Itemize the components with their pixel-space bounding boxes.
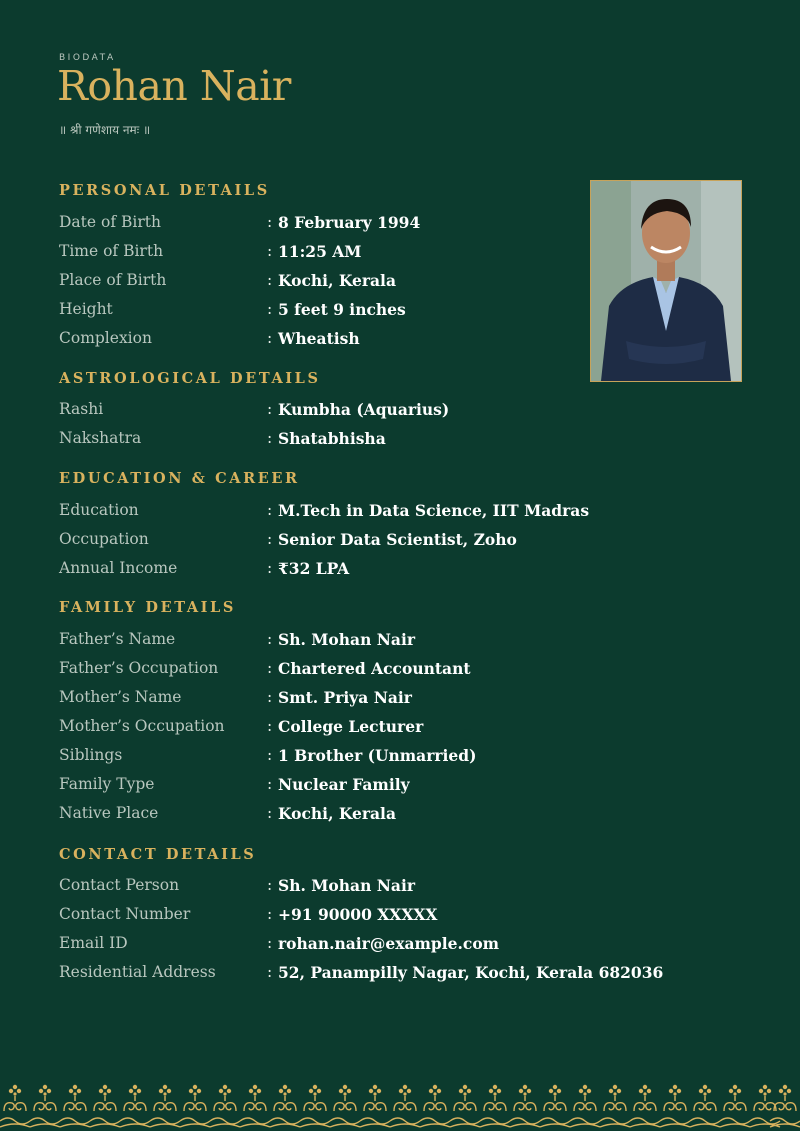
detail-value: M.Tech in Data Science, IIT Madras (278, 501, 590, 520)
detail-row (0, 717, 800, 739)
document-tag: BIODATA (59, 53, 116, 63)
section-title-family: FAMILY DETAILS (59, 599, 236, 616)
section-title-contact: CONTACT DETAILS (59, 846, 257, 863)
detail-label: Native Place (59, 804, 159, 822)
detail-row (0, 963, 800, 985)
detail-row (0, 775, 800, 797)
detail-row (0, 530, 800, 552)
detail-row (0, 400, 800, 422)
detail-row (0, 501, 800, 523)
separator: : (267, 429, 273, 447)
detail-label: Father’s Name (59, 630, 176, 648)
separator: : (267, 400, 273, 418)
detail-label: Occupation (59, 530, 149, 548)
detail-value: Sh. Mohan Nair (278, 876, 415, 895)
detail-label: Education (59, 501, 139, 519)
detail-label: Residential Address (59, 963, 216, 981)
detail-row (0, 804, 800, 826)
detail-row (0, 688, 800, 710)
separator: : (267, 659, 273, 677)
separator: : (267, 501, 273, 519)
detail-row (0, 746, 800, 768)
detail-label: Complexion (59, 329, 152, 347)
detail-value: 52, Panampilly Nagar, Kochi, Kerala 682036 (278, 963, 664, 982)
detail-label: Rashi (59, 400, 104, 418)
separator: : (267, 530, 273, 548)
detail-label: Email ID (59, 934, 128, 952)
detail-value: rohan.nair@example.com (278, 934, 500, 953)
detail-label: Time of Birth (59, 242, 164, 260)
detail-label: Mother’s Occupation (59, 717, 225, 735)
separator: : (267, 804, 273, 822)
detail-label: Date of Birth (59, 213, 161, 231)
separator: : (267, 213, 273, 231)
detail-value: Sh. Mohan Nair (278, 630, 415, 649)
detail-value: +91 90000 XXXXX (278, 905, 438, 924)
person-portrait-icon (591, 181, 741, 381)
detail-value: Kumbha (Aquarius) (278, 400, 450, 419)
separator: : (267, 329, 273, 347)
detail-value: Senior Data Scientist, Zoho (278, 530, 517, 549)
detail-row (0, 905, 800, 927)
separator: : (267, 963, 273, 981)
detail-value: 5 feet 9 inches (278, 300, 406, 319)
section-title-education: EDUCATION & CAREER (59, 470, 300, 487)
invocation-line: ॥ श्री गणेशाय नमः ॥ (59, 123, 151, 137)
separator: : (267, 934, 273, 952)
detail-value: Shatabhisha (278, 429, 386, 448)
detail-value: 1 Brother (Unmarried) (278, 746, 477, 765)
detail-label: Family Type (59, 775, 155, 793)
detail-label: Contact Person (59, 876, 180, 894)
separator: : (267, 746, 273, 764)
detail-row (0, 876, 800, 898)
detail-row (0, 559, 800, 581)
separator: : (267, 300, 273, 318)
profile-photo (590, 180, 742, 382)
detail-value: Kochi, Kerala (278, 804, 396, 823)
detail-label: Contact Number (59, 905, 191, 923)
separator: : (267, 242, 273, 260)
detail-value: Nuclear Family (278, 775, 410, 794)
detail-value: 8 February 1994 (278, 213, 421, 232)
separator: : (267, 630, 273, 648)
detail-label: Siblings (59, 746, 123, 764)
detail-label: Height (59, 300, 113, 318)
detail-label: Father’s Occupation (59, 659, 219, 677)
detail-value: Wheatish (278, 329, 360, 348)
detail-label: Annual Income (59, 559, 178, 577)
separator: : (267, 717, 273, 735)
separator: : (267, 775, 273, 793)
detail-value: College Lecturer (278, 717, 424, 736)
separator: : (267, 688, 273, 706)
detail-value: Chartered Accountant (278, 659, 471, 678)
detail-row (0, 429, 800, 451)
detail-row (0, 934, 800, 956)
detail-label: Mother’s Name (59, 688, 182, 706)
detail-value: ₹32 LPA (278, 559, 350, 578)
detail-value: Smt. Priya Nair (278, 688, 412, 707)
separator: : (267, 559, 273, 577)
detail-row (0, 630, 800, 652)
separator: : (267, 876, 273, 894)
section-title-personal: PERSONAL DETAILS (59, 182, 270, 199)
paisley-border-ornament-icon (0, 1081, 800, 1131)
candidate-name: Rohan Nair (57, 62, 291, 110)
detail-value: Kochi, Kerala (278, 271, 396, 290)
detail-label: Nakshatra (59, 429, 142, 447)
detail-value: 11:25 AM (278, 242, 362, 261)
separator: : (267, 271, 273, 289)
separator: : (267, 905, 273, 923)
detail-label: Place of Birth (59, 271, 167, 289)
detail-row (0, 659, 800, 681)
section-title-astrological: ASTROLOGICAL DETAILS (59, 370, 321, 387)
